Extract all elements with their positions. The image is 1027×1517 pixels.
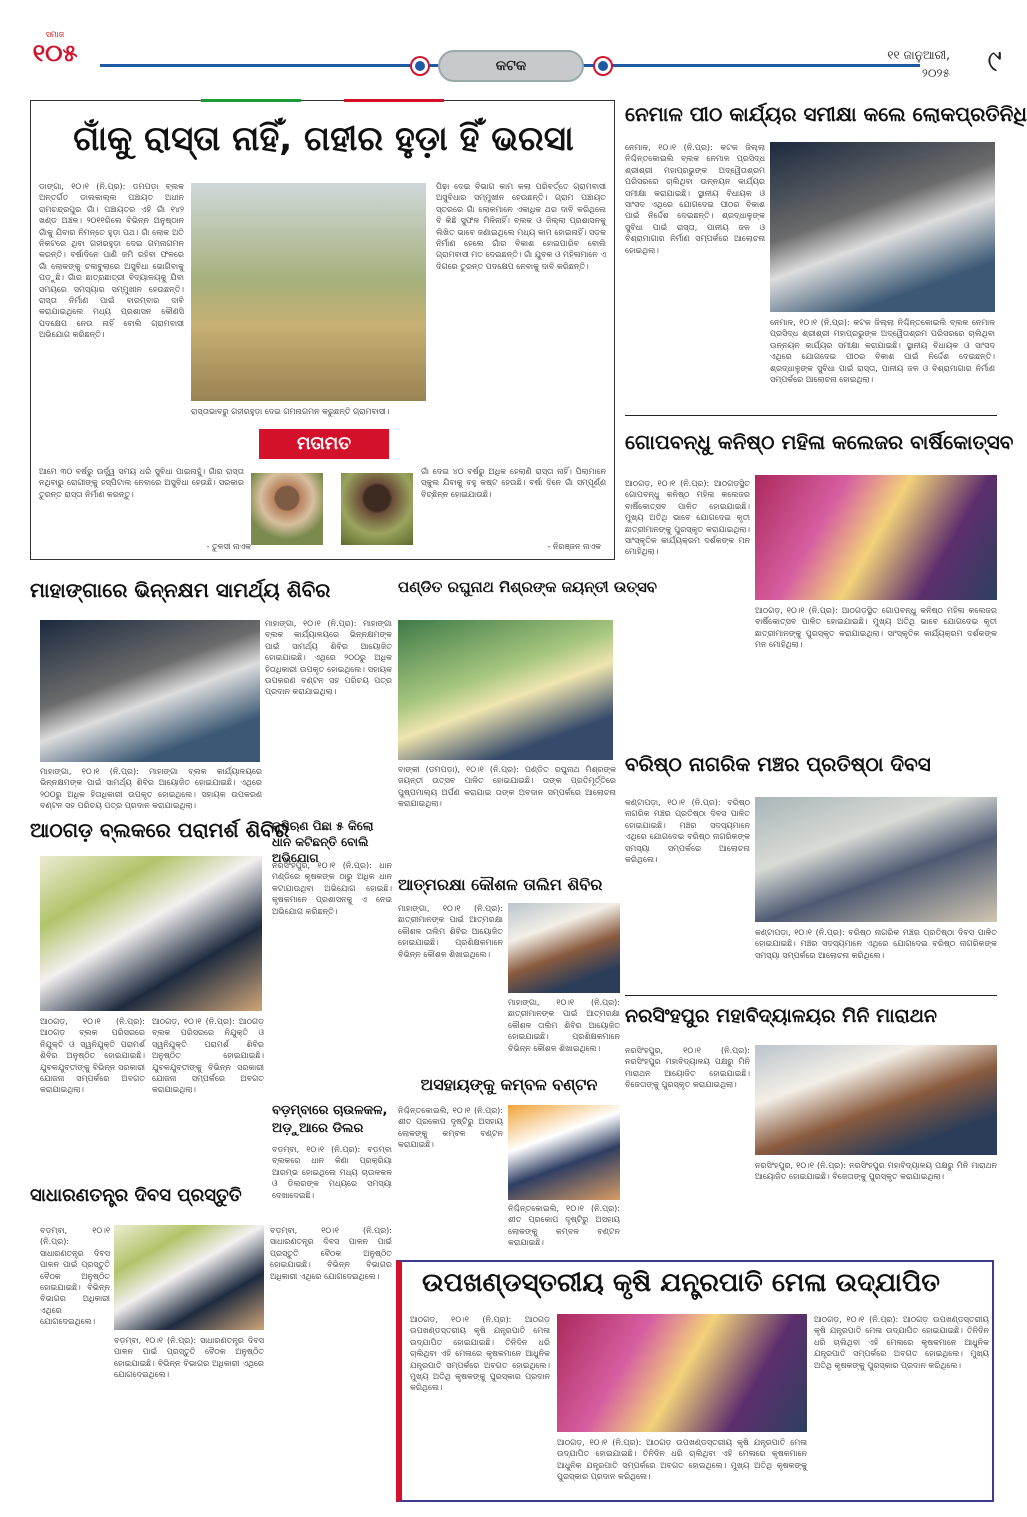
sadharana-body: ବଡ଼ମ୍ବା, ୧୦।୧ (ନି.ପ୍ର): ସାଧାରଣତନ୍ତ୍ର ଦିବସ ପାଳନ ପାଇଁ ପ୍ରସ୍ତୁତି ବୈଠକ ଅନୁଷ୍ଠିତ ହୋଇଯାଇଛି। ବିଭିନ୍ନ ବିଭାଗର ଅଧିକାରୀ ଏଥିରେ ଯୋଗଦେଇଥିଲେ। <box>40 1226 110 1327</box>
sadharana-body-col3: ବଡ଼ମ୍ବା, ୧୦।୧ (ନି.ପ୍ର): ସାଧାରଣତନ୍ତ୍ର ଦିବସ ପାଳନ ପାଇଁ ପ୍ରସ୍ତୁତି ବୈଠକ ଅନୁଷ୍ଠିତ ହୋଇଯାଇଛି। ବିଭିନ୍ନ ବିଭାଗର ଅଧିକାରୀ ଏଥିରେ ଯୋଗଦେଇଥିଲେ। <box>270 1226 392 1281</box>
gopabandhu-body: ଆଠଗଡ଼, ୧୦।୧ (ନି.ପ୍ର): ଆଠଗଡ଼ସ୍ଥିତ ଗୋପବନ୍ଧୁ କନିଷ୍ଠ ମହିଳା କଲେଜର ବାର୍ଷିକୋତ୍ସବ ପାଳିତ ହୋଇଯାଇଛି। ମୁଖ୍ୟ ଅତିଥି ଭାବେ ଯୋଗଦେଇ କୃତୀ ଛାତ୍ରୀମାନଙ୍କୁ ପୁରସ୍କୃତ କରାଯାଇଥିଲା। ସାଂସ୍କୃତିକ କାର୍ଯ୍ୟକ୍ରମ ଦର୍ଶକଙ୍କ ମନ ମୋହିଥିଲା। <box>625 479 750 557</box>
upakhanda-photo <box>557 1314 807 1432</box>
header-dot-right <box>595 58 611 74</box>
page-number: ୯ <box>987 44 1002 79</box>
asahaya-headline: ଅସହାୟଙ୍କୁ କମ୍ବଳ ବଣ୍ଟନ <box>420 1075 598 1094</box>
gopabandhu-headline: ଗୋପବନ୍ଧୁ କନିଷ୍ଠ ମହିଳା କଲେଜର ବାର୍ଷିକୋତ୍ସବ <box>625 430 1014 454</box>
asahaya-photo <box>508 1105 620 1200</box>
atmaraksha-headline: ଆତ୍ମରକ୍ଷା କୌଶଳ ତାଲିମ ଶିବିର <box>398 875 603 894</box>
main-headline: ଗାଁକୁ ରାସ୍ତା ନାହିଁ, ଗହୀର ହୁଡ଼ା ହିଁ ଭରସା <box>73 119 574 159</box>
nemal-body-continued: ନେମାଳ, ୧୦।୧ (ନି.ପ୍ର): କଟକ ଜିଲ୍ଲା ନିଶ୍ଚିନ୍ତକୋଇଲି ବ୍ଲକ ନେମାଳ ପ୍ରସିଦ୍ଧ ଶ୍ରୀଶ୍ରୀ ମହାପ୍ରଭୁଙ୍କ ଅଦ୍ୱୈତାଶ୍ରମ ପରିସରରେ ଚାଲିଥିବା ଉନ୍ନୟନ କାର୍ଯ୍ୟର ସମୀକ୍ଷା କରାଯାଇଛି। ସ୍ଥାନୀୟ ବିଧାୟକ ଓ ସାଂସଦ ଏଥିରେ ଯୋଗଦେଇ ପୀଠର ବିକାଶ ପାଇଁ ନିର୍ଦ୍ଦେଶ ଦେଇଛନ୍ତି। ଶ୍ରଦ୍ଧାଳୁଙ୍କ ସୁବିଧା ପାଇଁ ରାସ୍ତା, ପାନୀୟ ଜଳ ଓ ବିଶ୍ରାମାଗାର ନିର୍ମାଣ ସମ୍ପର୍କରେ ଆଲୋଚନା ହୋଇଥିଲା। <box>770 318 995 385</box>
nemal-story <box>625 102 1027 407</box>
main-body-left: ଡାଙ୍ଗା, ୧୦।୧ (ନି.ପ୍ର): ଡମପଡ଼ା ବ୍ଲକ ଅନ୍ତର୍ଗତ ଡାଲକାଲ୍ଲ ପଞ୍ଚାୟତ ଅଧୀନ ରାମଚନ୍ଦ୍ରପୁର ଗାଁ। ପଞ୍ଚାୟତର ଏହି ଗାଁ ୧୪୨ ଖଣ୍ଡ ଅଞ୍ଚଳ। ୨୦୧୧ରିଲେ ବିଭିନ୍ନ ଅନୁଷ୍ଠାନ ଗାଁକୁ ଯିବାର ନିମନ୍ତେ ହୁଡ଼ା ପଥ। ଗାଁ ଲୋକ ଅତି ନିକଟରେ ଥିବା ଗହୀରହୁଡ଼ା ଦେଇ ଗମନାଗମନ କରନ୍ତି। ବର୍ଷାଦିନେ ପାଣି ଜମି ରହିବା ଫଳରେ ଗାଁ ଲୋକଙ୍କୁ ଚଳାବୁଲାରେ ଅସୁବିଧା ଭୋଗିବାକୁ ପଡ଼ୁଛି। ଗାଁର ଛାତ୍ରଛାତ୍ରୀ ବିଦ୍ୟାଳୟକୁ ଯିବା ସମୟରେ ସମସ୍ୟାର ସମ୍ମୁଖୀନ ହେଉଛନ୍ତି। ରାସ୍ତା ନିର୍ମାଣ ପାଇଁ ବାରମ୍ବାର ଦାବି କରାଯାଇଥିଲେ ମଧ୍ୟ ପ୍ରଶାସନ କୌଣସି ପଦକ୍ଷେପ ନେଉ ନାହିଁ ବୋଲି ଗ୍ରାମବାସୀ ଅଭିଯୋଗ କରିଛନ୍ତି। <box>39 182 184 340</box>
edition-date: ୧୧ ଜାନୁଆରୀ, ୨୦୨୫ <box>887 48 950 80</box>
divider <box>625 995 997 996</box>
upakhanda-story <box>396 1260 994 1502</box>
mahanga-body-continued: ମାହାଙ୍ଗା, ୧୦।୧ (ନି.ପ୍ର): ମାହାଙ୍ଗା ବ୍ଲକ କାର୍ଯ୍ୟାଳୟରେ ଭିନ୍ନକ୍ଷମଙ୍କ ପାଇଁ ସାମର୍ଥ୍ୟ ଶିବିର ଆୟୋଜିତ ହୋଇଯାଇଛି। ଏଥିରେ ୨୦୦ରୁ ଅଧିକ ହିତାଧିକାରୀ ଉପକୃତ ହୋଇଥିଲେ। ସହାୟକ ଉପକରଣ ବଣ୍ଟନ ସହ ପରିଚୟ ପତ୍ର ପ୍ରଦାନ କରାଯାଇଥିଲା। <box>40 767 262 811</box>
opinion-label: ମତାମତ <box>259 429 389 459</box>
sadharana-body-continued: ବଡ଼ମ୍ବା, ୧୦।୧ (ନି.ପ୍ର): ସାଧାରଣତନ୍ତ୍ର ଦିବସ ପାଳନ ପାଇଁ ପ୍ରସ୍ତୁତି ବୈଠକ ଅନୁଷ୍ଠିତ ହୋଇଯାଇଛି। ବିଭିନ୍ନ ବିଭାଗର ଅଧିକାରୀ ଏଥିରେ ଯୋଗଦେଇଥିଲେ। <box>114 1336 264 1380</box>
krushak-headline: କୃଷିଋଣ ପିଛା ୫ କିଲୋ ଧାନ କଟିଛନ୍ତି ବୋଲି ଅଭିଯୋଗ <box>272 819 374 865</box>
gopabandhu-photo <box>755 475 997 600</box>
upakhanda-body: ଆଠଗଡ଼, ୧୦।୧ (ନି.ପ୍ର): ଆଠଗଡ଼ ଉପଖଣ୍ଡସ୍ତରୀୟ କୃଷି ଯନ୍ତ୍ରପାତି ମେଳା ଉଦ୍‌ଯାପିତ ହୋଇଯାଇଛି। ତିନିଦିନ ଧରି ଚାଲିଥିବା ଏହି ମେଳାରେ କୃଷକମାନେ ଆଧୁନିକ ଯନ୍ତ୍ରପାତି ସମ୍ପର୍କରେ ଅବଗତ ହୋଇଥିଲେ। ମୁଖ୍ୟ ଅତିଥି କୃଷକଙ୍କୁ ପୁରସ୍କାର ପ୍ରଦାନ କରିଥିଲେ। <box>410 1315 550 1393</box>
krushak-body: ନରସିଂହପୁର, ୧୦।୧ (ନି.ପ୍ର): ଧାନ ମଣ୍ଡିରେ କୃଷକଙ୍କ ଠାରୁ ଅଧିକ ଧାନ କଟାଯାଉଥିବା ଅଭିଯୋଗ ହୋଇଛି। କୃଷକମାନେ ପ୍ରଶାସନକୁ ଏ ନେଇ ଅଭିଯୋଗ କରିଛନ୍ତି। <box>272 861 392 916</box>
pandit-headline: ପଣ୍ଡିତ ରଘୁନାଥ ମିଶ୍ରଙ୍କ ଜୟନ୍ତୀ ଉତ୍ସବ <box>398 578 658 596</box>
section-label: କଟକ <box>438 50 584 82</box>
narasinghpur-headline: ନରସିଂହପୁର ମହାବିଦ୍ୟାଳୟର ମିନି ମାରାଥନ <box>625 1005 938 1027</box>
barishtha-body-continued: କଣ୍ଟାପଡ଼ା, ୧୦।୧ (ନି.ପ୍ର): ବରିଷ୍ଠ ନାଗରିକ ମଞ୍ଚର ପ୍ରତିଷ୍ଠା ଦିବସ ପାଳିତ ହୋଇଯାଇଛି। ମଞ୍ଚର ସଦସ୍ୟମାନେ ଏଥିରେ ଯୋଗଦେଇ ବରିଷ୍ଠ ନାଗରିକଙ୍କ ସମସ୍ୟା ସମ୍ପର୍କରେ ଆଲୋଚନା କରିଥିଲେ। <box>755 928 997 960</box>
pandit-photo <box>398 620 613 760</box>
atmaraksha-body: ମାହାଙ୍ଗା, ୧୦।୧ (ନି.ପ୍ର): ଛାତ୍ରୀମାନଙ୍କ ପାଇଁ ଆତ୍ମରକ୍ଷା କୌଶଳ ତାଲିମ ଶିବିର ଆୟୋଜିତ ହୋଇଯାଇଛି। ପ୍ରଶିକ୍ଷକମାନେ ବିଭିନ୍ନ କୌଶଳ ଶିଖାଇଥିଲେ। <box>398 904 503 959</box>
gopabandhu-body-continued: ଆଠଗଡ଼, ୧୦।୧ (ନି.ପ୍ର): ଆଠଗଡ଼ସ୍ଥିତ ଗୋପବନ୍ଧୁ କନିଷ୍ଠ ମହିଳା କଲେଜର ବାର୍ଷିକୋତ୍ସବ ପାଳିତ ହୋଇଯାଇଛି। ମୁଖ୍ୟ ଅତିଥି ଭାବେ ଯୋଗଦେଇ କୃତୀ ଛାତ୍ରୀମାନଙ୍କୁ ପୁରସ୍କୃତ କରାଯାଇଥିଲା। ସାଂସ୍କୃତିକ କାର୍ଯ୍ୟକ୍ରମ ଦର୍ଶକଙ୍କ ମନ ମୋହିଥିଲା। <box>755 606 997 650</box>
barishtha-headline: ବରିଷ୍ଠ ନାଗରିକ ମଞ୍ଚର ପ୍ରତିଷ୍ଠା ଦିବସ <box>625 752 931 776</box>
krushak-story <box>272 818 392 1098</box>
opinion-right-text: ଗାଁ ଦେଇ ୪୦ ବର୍ଷରୁ ଅଧିକ ହେଲାଣି ରାସ୍ତା ନାହିଁ। ପିଲାମାନେ ସ୍କୁଲ ଯିବାକୁ ବହୁ କଷ୍ଟ ହେଉଛି। ବର୍ଷା ଦିନେ ଗାଁ ସମ୍ପୂର୍ଣ୍ଣ ବିଚ୍ଛିନ୍ନ ହୋଇଯାଉଛି। <box>421 467 606 499</box>
opinion-left-sign: - ତୁଳସୀ ନାଏକ <box>206 542 251 551</box>
badamba-headline: ବଡ଼ମ୍ବାରେ ଚାଉଳକଳ, ଅଡ଼ୁଆରେ ଡିଲର <box>272 1103 388 1136</box>
narasinghpur-body-continued: ନରସିଂହପୁର, ୧୦।୧ (ନି.ପ୍ର): ନରସିଂହପୁର ମହାବିଦ୍ୟାଳୟ ପକ୍ଷରୁ ମିନି ମାରାଥନ ଆୟୋଜିତ ହୋଇଯାଇଛି। ବିଜେତାଙ୍କୁ ପୁରସ୍କୃତ କରାଯାଇଥିଲା। <box>755 1161 997 1182</box>
opinion-right-photo <box>341 473 413 545</box>
narasinghpur-photo <box>755 1045 997 1155</box>
pandit-story <box>398 578 658 863</box>
mahanga-body: ମାହାଙ୍ଗା, ୧୦।୧ (ନି.ପ୍ର): ମାହାଙ୍ଗା ବ୍ଲକ କାର୍ଯ୍ୟାଳୟରେ ଭିନ୍ନକ୍ଷମଙ୍କ ପାଇଁ ସାମର୍ଥ୍ୟ ଶିବିର ଆୟୋଜିତ ହୋଇଯାଇଛି। ଏଥିରେ ୨୦୦ରୁ ଅଧିକ ହିତାଧିକାରୀ ଉପକୃତ ହୋଇଥିଲେ। ସହାୟକ ଉପକରଣ ବଣ୍ଟନ ସହ ପରିଚୟ ପତ୍ର ପ୍ରଦାନ କରାଯାଇଥିଲା। <box>265 619 392 697</box>
mahanga-story <box>30 578 392 811</box>
opinion-left-photo <box>251 473 323 545</box>
atmaraksha-photo <box>508 903 620 993</box>
athagarh-photo <box>40 856 262 1011</box>
barishtha-story <box>625 752 997 987</box>
athagarh-story <box>30 818 290 1178</box>
gopabandhu-story <box>625 430 1014 735</box>
atmaraksha-story <box>398 875 620 1055</box>
athagarh-body: ଆଠଗଡ଼, ୧୦।୧ (ନି.ପ୍ର): ଆଠଗଡ଼ ବ୍ଲକ ପରିସରରେ ନିଯୁକ୍ତି ଓ ସ୍ୱନିଯୁକ୍ତି ପରାମର୍ଶ ଶିବିର ଅନୁଷ୍ଠିତ ହୋଇଯାଇଛି। ଯୁବକଯୁବତୀଙ୍କୁ ବିଭିନ୍ନ ସରକାରୀ ଯୋଜନା ସମ୍ପର୍କରେ ଅବଗତ କରାଯାଇଥିଲା। <box>40 1017 145 1095</box>
red-arrow-decoration <box>344 99 444 102</box>
opinion-right-sign: - ନିରଞ୍ଜନ ନାଏକ <box>547 542 601 551</box>
atmaraksha-body-continued: ମାହାଙ୍ଗା, ୧୦।୧ (ନି.ପ୍ର): ଛାତ୍ରୀମାନଙ୍କ ପାଇଁ ଆତ୍ମରକ୍ଷା କୌଶଳ ତାଲିମ ଶିବିର ଆୟୋଜିତ ହୋଇଯାଇଛି। ପ୍ରଶିକ୍ଷକମାନେ ବିଭିନ୍ନ କୌଶଳ ଶିଖାଇଥିଲେ। <box>508 998 620 1053</box>
upakhanda-body-col3: ଆଠଗଡ଼, ୧୦।୧ (ନି.ପ୍ର): ଆଠଗଡ଼ ଉପଖଣ୍ଡସ୍ତରୀୟ କୃଷି ଯନ୍ତ୍ରପାତି ମେଳା ଉଦ୍‌ଯାପିତ ହୋଇଯାଇଛି। ତିନିଦିନ ଧରି ଚାଲିଥିବା ଏହି ମେଳାରେ କୃଷକମାନେ ଆଧୁନିକ ଯନ୍ତ୍ରପାତି ସମ୍ପର୍କରେ ଅବଗତ ହୋଇଥିଲେ। ମୁଖ୍ୟ ଅତିଥି କୃଷକଙ୍କୁ ପୁରସ୍କାର ପ୍ରଦାନ କରିଥିଲେ। <box>814 1315 989 1370</box>
upakhanda-headline: ଉପଖଣ୍ଡସ୍ତରୀୟ କୃଷି ଯନ୍ତ୍ରପାତି ମେଳା ଉଦ୍‌ଯାପିତ <box>422 1268 940 1298</box>
barishtha-photo <box>755 797 997 922</box>
nemal-body: ନେମାଳ, ୧୦।୧ (ନି.ପ୍ର): କଟକ ଜିଲ୍ଲା ନିଶ୍ଚିନ୍ତକୋଇଲି ବ୍ଲକ ନେମାଳ ପ୍ରସିଦ୍ଧ ଶ୍ରୀଶ୍ରୀ ମହାପ୍ରଭୁଙ୍କ ଅଦ୍ୱୈତାଶ୍ରମ ପରିସରରେ ଚାଲିଥିବା ଉନ୍ନୟନ କାର୍ଯ୍ୟର ସମୀକ୍ଷା କରାଯାଇଛି। ସ୍ଥାନୀୟ ବିଧାୟକ ଓ ସାଂସଦ ଏଥିରେ ଯୋଗଦେଇ ପୀଠର ବିକାଶ ପାଇଁ ନିର୍ଦ୍ଦେଶ ଦେଇଛନ୍ତି। ଶ୍ରଦ୍ଧାଳୁଙ୍କ ସୁବିଧା ପାଇଁ ରାସ୍ତା, ପାନୀୟ ଜଳ ଓ ବିଶ୍ରାମାଗାର ନିର୍ମାଣ ସମ୍ପର୍କରେ ଆଲୋଚନା ହୋଇଥିଲା। <box>625 143 765 255</box>
main-photo-caption: ରାସ୍ତାଭାବରୁ ଗହୀରହୁଡ଼ା ଦେଇ ଗମନାଗମନ କରୁଛନ୍ତି ଗ୍ରାମବାସୀ। <box>191 407 390 416</box>
page-header <box>0 0 1020 90</box>
nemal-photo <box>770 142 995 312</box>
opinion-left-text: ଆମେ ୩୦ ବର୍ଷରୁ ଊର୍ଦ୍ଧ୍ୱ ସମୟ ଧରି ସୁବିଧା ପାଇନାହୁଁ। ଗାଁର ରାସ୍ତା ନଥିବାରୁ ରୋଗୀଙ୍କୁ ହସ୍ପିଟାଲ ନେବାରେ ଅସୁବିଧା ହେଉଛି। ସରକାର ତୁରନ୍ତ ରାସ୍ତା ନିର୍ମାଣ କରନ୍ତୁ। <box>39 467 244 499</box>
main-story <box>30 100 615 560</box>
main-photo <box>191 183 426 401</box>
mahanga-headline: ମାହାଙ୍ଗାରେ ଭିନ୍ନକ୍ଷମ ସାମର୍ଥ୍ୟ ଶିବିର <box>30 578 331 602</box>
upakhanda-body-continued: ଆଠଗଡ଼, ୧୦।୧ (ନି.ପ୍ର): ଆଠଗଡ଼ ଉପଖଣ୍ଡସ୍ତରୀୟ କୃଷି ଯନ୍ତ୍ରପାତି ମେଳା ଉଦ୍‌ଯାପିତ ହୋଇଯାଇଛି। ତିନିଦିନ ଧରି ଚାଲିଥିବା ଏହି ମେଳାରେ କୃଷକମାନେ ଆଧୁନିକ ଯନ୍ତ୍ରପାତି ସମ୍ପର୍କରେ ଅବଗତ ହୋଇଥିଲେ। ମୁଖ୍ୟ ଅତିଥି କୃଷକଙ୍କୁ ପୁରସ୍କାର ପ୍ରଦାନ କରିଥିଲେ। <box>557 1438 807 1482</box>
badamba-body: ବଡ଼ମ୍ବା, ୧୦।୧ (ନି.ପ୍ର): ବଡ଼ମ୍ବା ବ୍ଲକରେ ଧାନ କିଣା ପ୍ରକ୍ରିୟା ଆରମ୍ଭ ହୋଇଥିଲେ ମଧ୍ୟ ଚାଉଳକଳ ଓ ଡିଲରଙ୍କ ମଧ୍ୟରେ ସମସ୍ୟା ଦେଖାଦେଇଛି। <box>272 1145 392 1200</box>
sadharana-story <box>30 1185 392 1510</box>
sadharana-headline: ସାଧାରଣତନ୍ତ୍ର ଦିବସ ପ୍ରସ୍ତୁତି <box>30 1185 242 1206</box>
pandit-body: ବାଙ୍କୀ (ଡମପଡ଼ା), ୧୦।୧ (ନି.ପ୍ର): ପଣ୍ଡିତ ରଘୁନାଥ ମିଶ୍ରଙ୍କ ଜୟନ୍ତୀ ଉତ୍ସବ ପାଳିତ ହୋଇଯାଇଛି। ତାଙ୍କ ପ୍ରତିମୂର୍ତ୍ତିରେ ପୁଷ୍ପମାଲ୍ୟ ଅର୍ପଣ କରାଯାଇ ତାଙ୍କ ଅବଦାନ ସମ୍ପର୍କରେ ଆଲୋଚନା କରାଯାଇଥିଲା। <box>398 765 616 809</box>
sadharana-photo <box>114 1225 264 1330</box>
asahaya-story <box>398 1075 620 1248</box>
green-arrow-decoration <box>201 99 301 102</box>
athagarh-headline: ଆଠଗଡ଼ ବ୍ଲକରେ ପରାମର୍ଶ ଶିବିର <box>30 818 290 842</box>
narasinghpur-body: ନରସିଂହପୁର, ୧୦।୧ (ନି.ପ୍ର): ନରସିଂହପୁର ମହାବିଦ୍ୟାଳୟ ପକ୍ଷରୁ ମିନି ମାରାଥନ ଆୟୋଜିତ ହୋଇଯାଇଛି। ବିଜେତାଙ୍କୁ ପୁରସ୍କୃତ କରାଯାଇଥିଲା। <box>625 1046 750 1090</box>
divider <box>625 415 997 416</box>
main-body-right: ପିଢ଼ା ଦେଇ ବିଭାଗ କାମ କଲା ପରିବର୍ତ୍ତେ ଗ୍ରାମବାସୀ ଅସୁବିଧାର ସମ୍ମୁଖୀନ ହେଉଛନ୍ତି। ଗ୍ରାମ ପଞ୍ଚାୟତ ସ୍ତରରେ ଗାଁ ଲୋକମାନେ ଏକାଧିକ ଥର ଦାବି କରିଥିଲେ ବି କିଛି ସୁଫଳ ମିଳିନାହିଁ। ବ୍ଲକ ଓ ଜିଲ୍ଲା ପ୍ରଶାସନକୁ ଲିଖିତ ଭାବେ ଜଣାଇଥିଲେ ମଧ୍ୟ କାମ ହୋଇନାହିଁ। ସଡ଼କ ନିର୍ମାଣ ହେଲେ ଗାଁର ବିକାଶ ହୋଇପାରିବ ବୋଲି ଗ୍ରାମବାସୀ ମତ ଦେଇଛନ୍ତି। ଗାଁ ଯୁବକ ଓ ମହିଳାମାନେ ଏ ଦିଗରେ ତୁରନ୍ତ ପଦକ୍ଷେପ ନେବାକୁ ଦାବି କରିଛନ୍ତି। <box>436 182 606 271</box>
mahanga-photo <box>40 620 260 762</box>
asahaya-body: ନିଶ୍ଚିନ୍ତକୋଇଲି, ୧୦।୧ (ନି.ପ୍ର): ଶୀତ ପ୍ରକୋପ ଦୃଷ୍ଟିରୁ ଅସହାୟ ଲୋକଙ୍କୁ କମ୍ବଳ ବଣ୍ଟନ କରାଯାଇଛି। <box>398 1106 503 1150</box>
athagarh-body-continued: ଆଠଗଡ଼, ୧୦।୧ (ନି.ପ୍ର): ଆଠଗଡ଼ ବ୍ଲକ ପରିସରରେ ନିଯୁକ୍ତି ଓ ସ୍ୱନିଯୁକ୍ତି ପରାମର୍ଶ ଶିବିର ଅନୁଷ୍ଠିତ ହୋଇଯାଇଛି। ଯୁବକଯୁବତୀଙ୍କୁ ବିଭିନ୍ନ ସରକାରୀ ଯୋଜନା ସମ୍ପର୍କରେ ଅବଗତ କରାଯାଇଥିଲା। <box>152 1017 264 1095</box>
narasinghpur-story <box>625 1005 997 1245</box>
asahaya-body-continued: ନିଶ୍ଚିନ୍ତକୋଇଲି, ୧୦।୧ (ନି.ପ୍ର): ଶୀତ ପ୍ରକୋପ ଦୃଷ୍ଟିରୁ ଅସହାୟ ଲୋକଙ୍କୁ କମ୍ବଳ ବଣ୍ଟନ କରାଯାଇଛି। <box>508 1204 620 1248</box>
header-dot-left <box>412 58 428 74</box>
newspaper-logo: ସମାଜ ୧୦୫ <box>32 30 78 67</box>
nemal-headline: ନେମାଳ ପୀଠ କାର୍ଯ୍ୟର ସମୀକ୍ଷା କଲେ ଲୋକପ୍ରତିନିଧି <box>625 102 1027 126</box>
barishtha-body: କଣ୍ଟାପଡ଼ା, ୧୦।୧ (ନି.ପ୍ର): ବରିଷ୍ଠ ନାଗରିକ ମଞ୍ଚର ପ୍ରତିଷ୍ଠା ଦିବସ ପାଳିତ ହୋଇଯାଇଛି। ମଞ୍ଚର ସଦସ୍ୟମାନେ ଏଥିରେ ଯୋଗଦେଇ ବରିଷ୍ଠ ନାଗରିକଙ୍କ ସମସ୍ୟା ସମ୍ପର୍କରେ ଆଲୋଚନା କରିଥିଲେ। <box>625 798 750 865</box>
